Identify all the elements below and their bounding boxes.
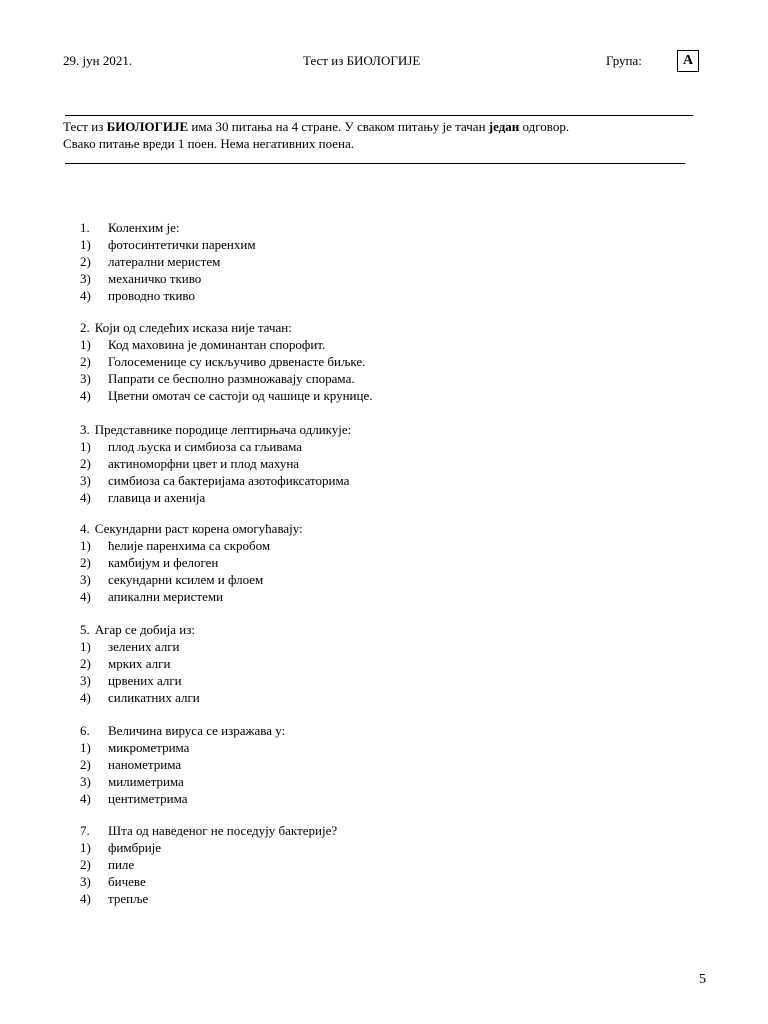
answer-text: проводно ткиво xyxy=(108,288,195,303)
answer-number: 4) xyxy=(80,388,91,403)
answer-number: 4) xyxy=(80,490,91,505)
question-3 xyxy=(80,422,351,438)
answer-text: бичеве xyxy=(108,874,146,889)
answer-text: симбиоза са бактеријама азотофиксаторима xyxy=(108,473,350,488)
answer-number: 1) xyxy=(80,439,91,454)
answer-number: 1) xyxy=(80,237,91,252)
group-value-box xyxy=(677,50,699,72)
answer-number: 3) xyxy=(80,673,91,688)
question-text: Величина вируса се изражава у: xyxy=(108,723,286,738)
top-rule xyxy=(65,115,693,116)
group-value: А xyxy=(682,53,694,68)
question-number: 5. xyxy=(80,622,90,637)
question-text: Коленхим је: xyxy=(108,220,180,235)
answer-text: фимбрије xyxy=(108,840,162,855)
answer-number: 2) xyxy=(80,857,91,872)
answer-text: Голосеменице су искључиво дрвенасте биљке. xyxy=(108,354,366,369)
question-6 xyxy=(80,723,285,739)
answer-text: главица и ахенија xyxy=(108,490,206,505)
answer-text: ћелије паренхима са скробом xyxy=(108,538,271,553)
question-number: 1. xyxy=(80,220,90,235)
answer-text: мрких алги xyxy=(108,656,171,671)
answer-number: 4) xyxy=(80,891,91,906)
answer-text: камбијум и фелоген xyxy=(108,555,219,570)
question-text: Агар се добија из: xyxy=(94,622,195,637)
intro-text-c: одговор. xyxy=(519,119,570,134)
answer-number: 3) xyxy=(80,271,91,286)
answer-number: 3) xyxy=(80,874,91,889)
question-4 xyxy=(80,521,303,537)
question-number: 3. xyxy=(80,422,90,437)
answer-text: милиметрима xyxy=(108,774,184,789)
answer-text: пиле xyxy=(108,857,135,872)
answer-number: 1) xyxy=(80,337,91,352)
exam-title: Тест из БИОЛОГИЈЕ xyxy=(303,53,421,68)
intro-one-bold: један xyxy=(488,119,520,134)
answer-number: 2) xyxy=(80,354,91,369)
group-label: Група: xyxy=(606,53,642,68)
answer-number: 3) xyxy=(80,473,91,488)
answer-text: секундарни ксилем и флоем xyxy=(108,572,264,587)
answer-number: 2) xyxy=(80,656,91,671)
answer-number: 2) xyxy=(80,254,91,269)
exam-date: 29. јун 2021. xyxy=(63,53,133,68)
answer-text: Папрати се бесполно размножавају спорама. xyxy=(108,371,355,386)
question-number: 2. xyxy=(80,320,90,335)
answer-text: микрометрима xyxy=(108,740,190,755)
intro-text-b: има 30 питања на 4 стране. У сваком питању је тачан xyxy=(188,119,489,134)
answer-number: 2) xyxy=(80,456,91,471)
question-number: 4. xyxy=(80,521,90,536)
answer-number: 2) xyxy=(80,757,91,772)
question-text: Шта од наведеног не поседују бактерије? xyxy=(108,823,338,838)
answer-number: 1) xyxy=(80,639,91,654)
question-number: 6. xyxy=(80,723,90,738)
answer-text: трепље xyxy=(108,891,149,906)
answer-text: Цветни омотач се састоји од чашице и крунице. xyxy=(108,388,373,403)
answer-text: апикални меристеми xyxy=(108,589,224,604)
answer-number: 4) xyxy=(80,791,91,806)
question-1 xyxy=(80,220,180,236)
answer-number: 4) xyxy=(80,589,91,604)
answer-number: 3) xyxy=(80,371,91,386)
answer-number: 1) xyxy=(80,538,91,553)
question-text: Секундарни раст корена омогућавају: xyxy=(94,521,303,536)
answer-text: силикатних алги xyxy=(108,690,200,705)
question-7 xyxy=(80,823,337,839)
page-number: 5 xyxy=(699,972,706,987)
answer-text: фотосинтетички паренхим xyxy=(108,237,256,252)
question-2 xyxy=(80,320,292,336)
answer-number: 4) xyxy=(80,288,91,303)
intro-line-2: Свако питање вреди 1 поен. Нема негативних поена. xyxy=(63,136,355,151)
answer-number: 4) xyxy=(80,690,91,705)
answer-text: механичко ткиво xyxy=(108,271,202,286)
intro-subject-bold: БИОЛОГИЈЕ xyxy=(106,119,189,134)
answer-number: 2) xyxy=(80,555,91,570)
question-5 xyxy=(80,622,195,638)
bottom-rule xyxy=(65,163,685,164)
answer-number: 1) xyxy=(80,840,91,855)
intro-text-a: Тест из xyxy=(63,119,107,134)
answer-number: 3) xyxy=(80,774,91,789)
question-text: Представнике породице лептирњача одликује: xyxy=(94,422,352,437)
answer-text: зелених алги xyxy=(108,639,180,654)
answer-text: Код маховина је доминантан спорофит. xyxy=(108,337,326,352)
answer-text: латерални меристем xyxy=(108,254,221,269)
answer-text: актиноморфни цвет и плод махуна xyxy=(108,456,300,471)
question-text: Који од следећих исказа није тачан: xyxy=(94,320,292,335)
answer-text: нанометрима xyxy=(108,757,182,772)
answer-text: црвених алги xyxy=(108,673,182,688)
answer-text: плод љуска и симбиоза са гљивама xyxy=(108,439,303,454)
intro-line-1 xyxy=(63,119,569,135)
answer-number: 3) xyxy=(80,572,91,587)
answer-text: центиметрима xyxy=(108,791,188,806)
answer-number: 1) xyxy=(80,740,91,755)
question-number: 7. xyxy=(80,823,90,838)
